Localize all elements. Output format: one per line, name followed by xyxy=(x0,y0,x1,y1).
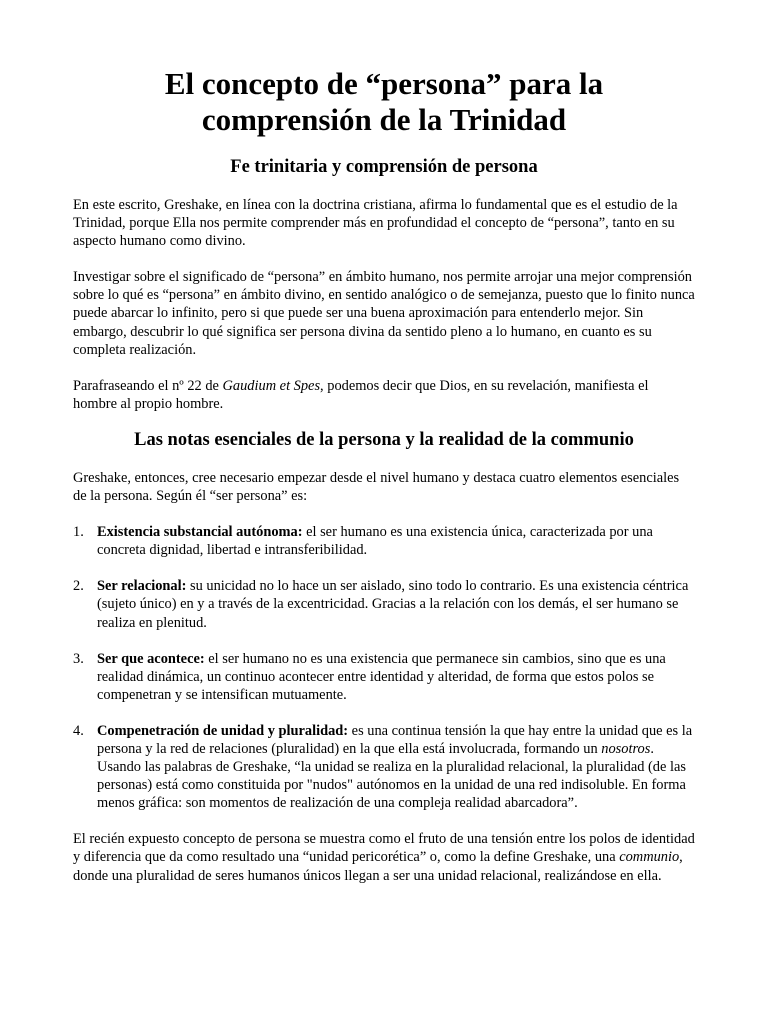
communio-italic: communio xyxy=(619,849,680,866)
paragraph-intro: En este escrito, Greshake, en línea con la doctrina cristiana, afirma lo fundamental que es el estudio de la Trinidad, porque Ella nos permite comprender más en profundidad el concepto de “persona”, tanto en su aspecto humano como divino. xyxy=(73,197,678,250)
list-item xyxy=(73,523,695,559)
nosotros-italic: nosotros xyxy=(601,740,651,757)
paragraph-gaudium xyxy=(73,377,695,413)
list-item-text-after: . Usando las palabras de Greshake, “la unidad se realiza en la pluralidad relacional, la pluralidad (de las personas) está como constituida por "nudos" autónomos en la unidad de una red indisoluble. En forma menos gráfica: son momentos de realización de una compleja realidad abarcadora”. xyxy=(97,740,686,812)
list-item-text-before: es una continua tensión la que hay entre la unidad que es la persona y la red de relaciones (pluralidad) en la que ella está involucrada, formando un xyxy=(97,722,693,757)
list-item-term: Compenetración de unidad y pluralidad: xyxy=(97,722,349,739)
paragraph-closing-before: El recién expuesto concepto de persona se muestra como el fruto de una tensión entre los polos de identidad y diferencia que da como resultado una “unidad pericorética” o, como la define Greshake, una xyxy=(73,831,695,866)
list-item-number: 3. xyxy=(73,650,84,667)
list-item-number: 4. xyxy=(73,722,84,739)
section-heading-fe-trinitaria: Fe trinitaria y comprensión de persona xyxy=(230,157,538,177)
document-title xyxy=(73,66,695,138)
list-item-number: 2. xyxy=(73,578,84,595)
section-heading-notas-esenciales: Las notas esenciales de la persona y la realidad de la communio xyxy=(134,429,634,450)
list-item-number: 1. xyxy=(73,524,84,541)
list-item-text: su unicidad no lo hace un ser aislado, sino todo lo contrario. Es una existencia céntrica (sujeto único) en y a través de la excentricidad. Gracias a la relación con los demás, el ser humano se realiza en plenitud. xyxy=(97,578,689,631)
gaudium-et-spes-title: Gaudium et Spes xyxy=(222,377,321,394)
paragraph-investigar: Investigar sobre el significado de “persona” en ámbito humano, nos permite arrojar una mejor comprensión sobre lo qué es “persona” en ámbito divino, en sentido analógico o de semejanza, puesto que lo finito nunca puede abarcar lo infinito, pero si que puede ser una buena aproximación para entenderlo mejor. Sin embargo, descubrir lo qué significa ser persona divina da sentido pleno a lo humano, en cuanto es su completa realización. xyxy=(73,269,695,358)
list-item-term: Existencia substancial autónoma: xyxy=(97,524,303,541)
list-item-text: el ser humano no es una existencia que permanece sin cambios, sino que es una realidad dinámica, un continuo acontecer entre identidad y alteridad, de forma que estos polos se compenetran y se intensifican mutuamente. xyxy=(97,650,666,703)
list-item-text: el ser humano es una existencia única, caracterizada por una concreta dignidad, libertad e intransferibilidad. xyxy=(97,524,653,559)
paragraph-closing xyxy=(73,830,695,884)
list-item xyxy=(73,722,695,812)
paragraph-gaudium-before: Parafraseando el nº 22 de xyxy=(73,377,223,394)
list-item-term: Ser que acontece: xyxy=(97,650,205,667)
paragraph-closing-after: , donde una pluralidad de seres humanos únicos llegan a ser una unidad relacional, realizándose en ella. xyxy=(73,849,683,884)
title-line-2: comprensión de la Trinidad xyxy=(201,102,567,137)
list-item xyxy=(73,650,695,704)
paragraph-gaudium-after: , podemos decir que Dios, en su revelación, manifiesta el hombre al propio hombre. xyxy=(73,377,649,412)
essential-notes-list xyxy=(73,523,695,812)
list-item-term: Ser relacional: xyxy=(97,578,187,595)
title-line-1: El concepto de “persona” para la xyxy=(164,66,604,101)
paragraph-greshake-intro: Greshake, entonces, cree necesario empezar desde el nivel humano y destaca cuatro elementos esenciales de la persona. Según él “ser persona” es: xyxy=(73,469,680,505)
list-item xyxy=(73,577,695,631)
document-page xyxy=(73,66,695,885)
